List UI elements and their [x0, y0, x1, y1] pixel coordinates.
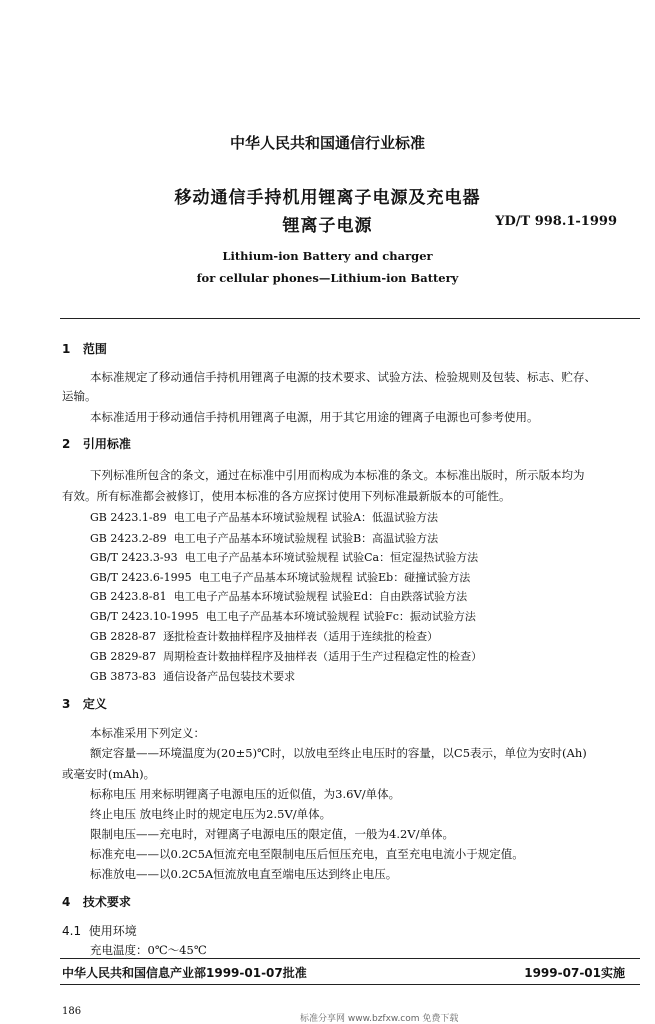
- reference-item: [90, 588, 467, 604]
- english-title-line1: Lithium-ion Battery and charger: [222, 249, 433, 263]
- section-3-intro: 本标准采用下列定义：: [90, 726, 205, 740]
- section-1-para2: 本标准适用于移动通信手持机用锂离子电源，用于其它用途的锂离子电源也可参考使用。: [90, 410, 539, 424]
- definition-item: 标准充电——以0.2C5A恒流充电至限制电压后恒压充电，直至充电电流小于规定值。: [90, 847, 524, 861]
- reference-title: 周期检查计数抽样程序及抽样表（适用于生产过程稳定性的检查）: [163, 650, 483, 663]
- document-title-line1: 移动通信手持机用锂离子电源及充电器: [174, 188, 481, 208]
- reference-code: GB 2828-87: [90, 630, 157, 643]
- reference-code: GB 2423.2-89: [90, 532, 167, 545]
- section-2-heading: [62, 435, 131, 452]
- subsection-4-1-heading: [62, 922, 137, 939]
- watermark: 标准分享网 www.bzfxw.com 免费下载: [300, 1014, 459, 1024]
- section-title: 引用标准: [82, 437, 131, 451]
- document-title-line2: 锂离子电源: [282, 216, 373, 236]
- reference-item: [90, 549, 478, 565]
- section-4-heading: [62, 893, 131, 910]
- footer-divider-bottom: [60, 984, 640, 985]
- reference-item: [90, 569, 470, 585]
- section-number: 4: [62, 895, 71, 909]
- reference-title: 电工电子产品基本环境试验规程 试验Fc：振动试验方法: [205, 610, 476, 623]
- reference-item: [90, 668, 295, 684]
- reference-code: GB 2423.1-89: [90, 511, 167, 524]
- standard-code: YD/T 998.1-1999: [495, 214, 617, 229]
- implementation-date: 1999-07-01实施: [524, 966, 625, 980]
- page-number: 186: [62, 1006, 82, 1017]
- section-2-intro-a: 下列标准所包含的条文，通过在标准中引用而构成为本标准的条文。本标准出版时，所示版本均为: [90, 468, 585, 482]
- reference-title: 电工电子产品基本环境试验规程 试验Eb：碰撞试验方法: [198, 571, 471, 584]
- section-1-para1b: 运输。: [62, 389, 97, 403]
- definition-item: 终止电压 放电终止时的规定电压为2.5V/单体。: [90, 807, 332, 821]
- english-title-line2: for cellular phones—Lithium-ion Battery: [196, 271, 459, 285]
- reference-item: [90, 608, 476, 624]
- reference-code: GB/T 2423.6-1995: [90, 571, 192, 584]
- definition-rated-capacity-b: 或毫安时(mAh)。: [62, 767, 156, 781]
- section-title: 范围: [82, 342, 107, 356]
- definition-item: 标准放电——以0.2C5A恒流放电直至端电压达到终止电压。: [90, 867, 398, 881]
- subsection-title: 使用环境: [88, 924, 137, 938]
- definition-rated-capacity-a: 额定容量——环境温度为(20±5)℃时，以放电至终止电压时的容量，以C5表示，单位为安时(Ah): [90, 746, 587, 760]
- reference-title: 通信设备产品包装技术要求: [163, 670, 296, 683]
- header-divider: [60, 318, 640, 319]
- subsection-number: 4.1: [62, 924, 82, 938]
- reference-code: GB/T 2423.3-93: [90, 551, 178, 564]
- section-2-intro-b: 有效。所有标准都会被修订，使用本标准的各方应探讨使用下列标准最新版本的可能性。: [62, 489, 511, 503]
- reference-item: [90, 648, 482, 664]
- subsection-4-1-text: 充电温度：0℃～45℃: [90, 943, 207, 957]
- reference-title: 逐批检查计数抽样程序及抽样表（适用于连续批的检查）: [163, 630, 439, 643]
- reference-title: 电工电子产品基本环境试验规程 试验A：低温试验方法: [173, 511, 439, 524]
- section-1-heading: [62, 340, 107, 357]
- definition-item: 标称电压 用来标明锂离子电源电压的近似值，为3.6V/单体。: [90, 787, 401, 801]
- definition-item: 限制电压——充电时，对锂离子电源电压的限定值，一般为4.2V/单体。: [90, 827, 454, 841]
- footer-divider: [60, 958, 640, 959]
- section-1-para1a: 本标准规定了移动通信手持机用锂离子电源的技术要求、试验方法、检验规则及包装、标志、贮存、: [90, 370, 596, 384]
- reference-item: [90, 628, 438, 644]
- reference-code: GB 2829-87: [90, 650, 157, 663]
- reference-title: 电工电子产品基本环境试验规程 试验Ed：自由跌落试验方法: [173, 590, 468, 603]
- section-number: 3: [62, 697, 71, 711]
- section-title: 定义: [82, 697, 107, 711]
- reference-item: [90, 530, 438, 546]
- approval-text: 中华人民共和国信息产业部1999-01-07批准: [62, 966, 307, 980]
- reference-title: 电工电子产品基本环境试验规程 试验Ca：恒定湿热试验方法: [184, 551, 479, 564]
- reference-item: [90, 509, 438, 525]
- section-title: 技术要求: [82, 895, 131, 909]
- section-number: 1: [62, 342, 71, 356]
- section-number: 2: [62, 437, 71, 451]
- section-3-heading: [62, 695, 107, 712]
- reference-code: GB 3873-83: [90, 670, 157, 683]
- reference-code: GB/T 2423.10-1995: [90, 610, 199, 623]
- reference-title: 电工电子产品基本环境试验规程 试验B：高温试验方法: [173, 532, 439, 545]
- org-title: 中华人民共和国通信行业标准: [229, 134, 425, 152]
- reference-code: GB 2423.8-81: [90, 590, 167, 603]
